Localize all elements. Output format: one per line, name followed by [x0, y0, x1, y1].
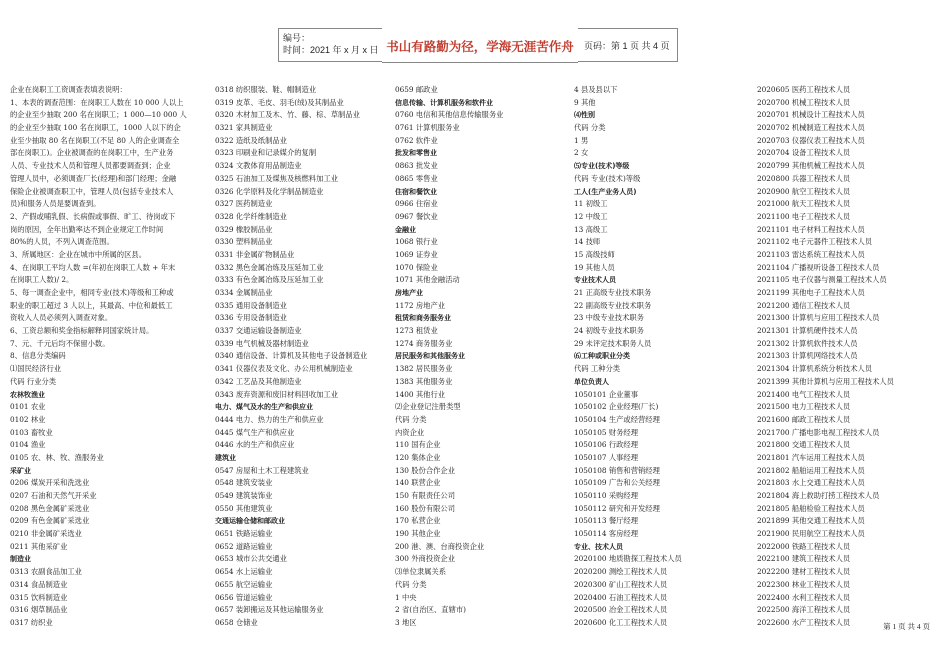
- text-line: 2021600 邮政工程技术人员: [757, 414, 851, 424]
- text-line: 0330 塑料制品业: [215, 237, 273, 247]
- text-line: 2 省(自治区、直辖市): [395, 605, 467, 615]
- section-heading: 专业、技术人员: [574, 542, 623, 551]
- text-line: 3、所属地区：企业在城市中所属的区县。: [10, 249, 146, 259]
- text-line: 1050101 企业董事: [574, 389, 639, 399]
- section-heading: 电力、煤气及水的生产和供应业: [215, 403, 313, 412]
- text-line: 2022500 海洋工程技术人员: [757, 605, 851, 615]
- text-line: 1274 商务服务业: [395, 338, 453, 348]
- text-line: 2021104 广播视听设备工程技术人员: [757, 262, 880, 272]
- text-line: 2021805 船舶检验工程技术人员: [757, 503, 865, 513]
- text-line: 0547 房屋和土木工程建筑业: [215, 465, 309, 475]
- text-line: 0340 通信设备、计算机及其他电子设备制造业: [215, 351, 368, 361]
- text-line: 1050114 客房经理: [574, 529, 639, 539]
- text-line: 0865 零售业: [395, 173, 438, 183]
- text-line: 140 联营企业: [395, 478, 441, 488]
- text-line: 0103 畜牧业: [10, 427, 53, 437]
- text-line: 0658 仓储业: [215, 617, 258, 627]
- text-line: 2020400 石油工程技术人员: [574, 592, 668, 602]
- text-line: 业至少抽取 80 名在岗职工(不足 80 人的企业调查全: [10, 135, 180, 145]
- text-line: 代码 专业(技术)等级: [574, 173, 641, 183]
- text-line: 2020600 化工工程技术人员: [574, 617, 668, 627]
- text-line: 代码 分类: [395, 414, 427, 424]
- text-line: 0966 住宿业: [395, 199, 438, 209]
- text-line: 2022100 建筑工程技术人员: [757, 554, 851, 564]
- text-line: 0760 电信和其他信息传输服务业: [395, 110, 504, 120]
- text-line: 0329 橡胶制品业: [215, 224, 273, 234]
- text-column-1: [10, 84, 187, 630]
- text-line: 1050107 人事经理: [574, 452, 639, 462]
- text-line: 0651 铁路运输业: [215, 529, 273, 539]
- text-line: 14 技师: [574, 237, 601, 247]
- text-line: 2021303 计算机网络技术人员: [757, 351, 858, 361]
- text-line: 150 有限责任公司: [395, 491, 456, 500]
- text-line: 管理人员中，必须调查厂长(经理)和部门经理；金融: [10, 173, 177, 183]
- text-line: 6、工资总额和奖金指标解释同国家统计局。: [10, 326, 154, 336]
- text-line: 0339 电气机械及器材制造业: [215, 338, 309, 348]
- text-line: 0331 非金属矿物制品业: [215, 249, 295, 259]
- text-line: 0549 建筑装饰业: [215, 491, 273, 500]
- text-line: 1050104 生产或经营经理: [574, 414, 660, 424]
- text-line: 0761 计算机服务业: [395, 123, 460, 133]
- text-line: 0321 家具制造业: [215, 123, 273, 133]
- text-line: 2021101 电子材料工程技术人员: [757, 224, 865, 234]
- text-line: 2021700 广播电影电视工程技术人员: [757, 427, 880, 437]
- text-line: 0208 黑色金属矿采选业: [10, 503, 90, 513]
- text-line: 代码 行业分类: [10, 376, 57, 386]
- text-line: 2020900 航空工程技术人员: [757, 186, 851, 196]
- text-line: 0967 餐饮业: [395, 211, 438, 221]
- text-line: 0655 航空运输业: [215, 579, 273, 589]
- text-line: 2021105 电子仪器与测量工程技术人员: [757, 275, 887, 285]
- text-line: 0316 烟草制品业: [10, 605, 68, 615]
- section-heading: 信息传输、计算机服务和软件业: [395, 98, 493, 107]
- text-line: 130 股份合作企业: [395, 465, 456, 475]
- text-line: 0659 邮政业: [395, 85, 438, 94]
- section-heading: ⑹工种或职业分类: [574, 352, 630, 361]
- text-line: 23 中级专业技术职务: [574, 313, 644, 323]
- text-line: 1050108 销售和营销经理: [574, 465, 660, 475]
- text-line: 2020300 矿山工程技术人员: [574, 579, 668, 589]
- text-line: 5、每一调查企业中，相同专业(技术)等级和工种或: [10, 288, 174, 297]
- text-line: 1 中央: [395, 592, 417, 602]
- text-line: 2021102 电子元器件工程技术人员: [757, 237, 873, 247]
- section-heading: 专业技术人员: [574, 276, 616, 285]
- text-line: 0324 文教体育用品制造业: [215, 161, 302, 171]
- text-line: 0343 废弃资源和废旧材料回收加工业: [215, 389, 339, 399]
- text-line: 12 中级工: [574, 211, 608, 221]
- text-line: 2020799 其他机械工程技术人员: [757, 161, 865, 171]
- text-line: 1050109 广告和公关经理: [574, 478, 660, 488]
- text-line: 0315 饮料制造业: [10, 592, 68, 602]
- text-line: 110 国有企业: [395, 440, 441, 450]
- text-line: 2020704 设备工程技术人员: [757, 148, 851, 158]
- text-line: 2021100 电子工程技术人员: [757, 211, 851, 221]
- text-line: 0333 有色金属冶炼及压延加工业: [215, 275, 324, 285]
- text-line: 2021400 电气工程技术人员: [757, 389, 851, 399]
- text-line: ⑴国民经济行业: [10, 364, 62, 374]
- text-line: 0325 石油加工及煤焦及核燃料加工业: [215, 173, 339, 183]
- text-line: 1400 其他行业: [395, 389, 446, 399]
- text-line: 11 初级工: [574, 199, 608, 209]
- text-line: 1050110 采购经理: [574, 491, 639, 500]
- text-line: 2021399 其他计算机与应用工程技术人员: [757, 376, 894, 386]
- text-line: 代码 分类: [574, 123, 606, 133]
- text-line: 0548 建筑安装业: [215, 478, 273, 488]
- text-line: 2021802 船舶运用工程技术人员: [757, 465, 865, 475]
- text-line: 0314 食品制造业: [10, 579, 68, 589]
- text-line: 资收入人员必须列入调查对象。: [10, 313, 113, 323]
- text-line: 2022600 水产工程技术人员: [757, 617, 851, 627]
- text-line: 0550 其他建筑业: [215, 503, 273, 513]
- text-line: 2021304 计算机系统分析技术人员: [757, 364, 873, 374]
- text-line: 0657 装卸搬运及其他运输服务业: [215, 605, 324, 615]
- text-line: 170 私营企业: [395, 516, 441, 526]
- text-line: 0211 其他采矿业: [10, 541, 68, 551]
- text-line: 保险企业被调查职工中，管理人员(包括专业技术人: [10, 186, 174, 196]
- text-line: 300 外商投资企业: [395, 554, 456, 564]
- text-line: 2020200 测绘工程技术人员: [574, 567, 668, 577]
- text-line: 0327 医药制造业: [215, 199, 273, 209]
- section-heading: 农林牧渔业: [10, 390, 45, 399]
- text-line: 2021899 其他交通工程技术人员: [757, 516, 865, 526]
- text-line: 1070 保险业: [395, 262, 438, 272]
- section-heading: 住宿和餐饮业: [395, 187, 437, 196]
- text-line: 1050106 行政经理: [574, 440, 639, 450]
- section-heading: 租赁和商务服务业: [395, 314, 451, 323]
- text-line: 0319 皮革、毛皮、羽毛(绒)及其制品业: [215, 97, 344, 107]
- text-line: 1050105 财务经理: [574, 427, 639, 437]
- footer-page-number: 第 1 页 共 4 页: [883, 622, 930, 631]
- text-line: 9 其他: [574, 97, 596, 107]
- page-header: [278, 28, 678, 62]
- text-line: 0341 仪器仪表及文化、办公用机械制造业: [215, 364, 353, 374]
- text-line: 22 副高级专业技术职务: [574, 300, 652, 310]
- text-line: 2020702 机械制造工程技术人员: [757, 123, 865, 133]
- text-line: 0210 非金属矿采选业: [10, 529, 82, 539]
- section-heading: 单位负责人: [574, 377, 609, 386]
- text-line: 代码 工种分类: [574, 364, 621, 374]
- text-line: 0326 化学原料及化学制品制造业: [215, 186, 324, 196]
- text-line: 0654 水上运输业: [215, 567, 273, 577]
- section-heading: 交通运输仓储和邮政业: [215, 517, 285, 526]
- text-line: 13 高级工: [574, 224, 608, 234]
- text-line: 0332 黑色金属冶炼及压延加工业: [215, 262, 324, 272]
- text-line: 0863 批发业: [395, 161, 438, 171]
- text-line: 2022300 林业工程技术人员: [757, 579, 851, 589]
- text-line: 1050113 餐厅经理: [574, 516, 639, 526]
- text-line: 2020703 仪器仪表工程技术人员: [757, 135, 865, 145]
- text-line: 0317 纺织业: [10, 617, 53, 627]
- text-line: 0445 煤气生产和供应业: [215, 427, 295, 437]
- text-line: 企业在岗职工工资调查表填表说明：: [10, 85, 127, 94]
- text-line: 2021804 海上救助打捞工程技术人员: [757, 491, 880, 500]
- text-line: 15 高级技师: [574, 249, 615, 259]
- section-heading: 金融业: [395, 225, 416, 234]
- text-line: 2021103 雷达系统工程技术人员: [757, 249, 865, 259]
- text-line: 0335 通用设备制造业: [215, 300, 287, 310]
- text-line: 0320 木材加工及木、竹、藤、棕、草制品业: [215, 110, 360, 120]
- text-line: 2020500 冶金工程技术人员: [574, 605, 668, 615]
- text-line: 的企业至少抽取 200 名在岗职工；1 000—10 000 人: [10, 110, 187, 120]
- text-line: 2021801 汽车运用工程技术人员: [757, 452, 865, 462]
- text-line: 0446 水的生产和供应业: [215, 440, 295, 450]
- text-line: 1050102 企业经理(厂长): [574, 402, 659, 412]
- text-line: 1050112 研究和开发经理: [574, 503, 660, 513]
- text-line: 0207 石油和天然气开采业: [10, 491, 97, 500]
- text-line: 2020800 兵器工程技术人员: [757, 173, 851, 183]
- text-line: 0652 道路运输业: [215, 541, 273, 551]
- text-line: 职业的职工超过 3 人以上，其最高、中位和最低工: [10, 300, 173, 310]
- text-line: 0102 林业: [10, 414, 46, 424]
- text-line: 4、在岗职工平均人数 =(年初在岗职工人数 + 年末: [10, 262, 176, 272]
- section-heading: 房地产业: [395, 289, 423, 297]
- text-line: 员)和服务人员是要调查到。: [10, 199, 101, 209]
- section-heading: 工人(生产业务人员): [574, 187, 637, 196]
- text-line: 19 其他人员: [574, 262, 615, 272]
- text-line: 2022000 铁路工程技术人员: [757, 541, 851, 551]
- text-line: 1069 证券业: [395, 249, 438, 259]
- text-line: 2020701 机械设计工程技术人员: [757, 110, 865, 120]
- text-line: 7、元、千元后均不保留小数。: [10, 338, 110, 348]
- section-heading: 制造业: [10, 555, 31, 564]
- text-line: 21 正高级专业技术职务: [574, 288, 652, 297]
- text-line: 8、信息分类编码: [10, 351, 66, 361]
- section-heading: 建筑业: [215, 453, 236, 462]
- text-line: 3 地区: [395, 617, 417, 627]
- text-line: 80%的人员，不列入调查范围。: [10, 237, 114, 247]
- text-column-3: [395, 84, 503, 630]
- text-line: 1172 房地产业: [395, 300, 446, 310]
- text-line: 2020605 医药工程技术人员: [757, 85, 851, 94]
- section-heading: 采矿业: [10, 466, 31, 475]
- text-line: 0318 纺织服装、鞋、帽制造业: [215, 85, 317, 94]
- text-line: 0762 软件业: [395, 135, 438, 145]
- text-line: 190 其他企业: [395, 529, 441, 539]
- text-line: 0444 电力、热力的生产和供应业: [215, 414, 324, 424]
- text-line: 2020700 机械工程技术人员: [757, 97, 851, 107]
- text-line: 2 女: [574, 148, 589, 158]
- text-line: 代码 分类: [395, 579, 427, 589]
- document-date-label: 时间：2021 年 x 月 x 日: [283, 45, 379, 55]
- section-heading: 居民服务和其他服务业: [395, 352, 465, 361]
- text-line: 2021301 计算机硬件技术人员: [757, 326, 858, 336]
- text-line: 0209 有色金属矿采选业: [10, 516, 90, 526]
- text-column-4: [574, 84, 682, 630]
- text-line: 120 集体企业: [395, 452, 441, 462]
- document-number-label: 编号：: [283, 33, 311, 43]
- header-info-box: [278, 28, 382, 62]
- text-line: 0337 交通运输设备制造业: [215, 326, 302, 336]
- text-line: 1 男: [574, 135, 589, 145]
- text-line: 2021300 计算机与应用工程技术人员: [757, 313, 880, 323]
- text-line: 0328 化学纤维制造业: [215, 211, 287, 221]
- text-line: 2、产假或哺乳假、长病假或事假、旷工、待岗或下: [10, 211, 176, 221]
- text-line: 2021302 计算机软件技术人员: [757, 338, 858, 348]
- text-line: 2021500 电力工程技术人员: [757, 402, 851, 412]
- section-heading: 批发和零售业: [395, 149, 437, 158]
- text-line: 0322 造纸及纸制品业: [215, 135, 287, 145]
- text-line: 0336 专用设备制造业: [215, 313, 287, 323]
- text-line: 2021199 其他电子工程技术人员: [757, 288, 865, 297]
- text-line: 0206 煤炭开采和洗选业: [10, 478, 90, 488]
- text-line: 2021000 航天工程技术人员: [757, 199, 851, 209]
- section-heading: ⑸专业(技术)等级: [574, 162, 630, 171]
- text-line: 内资企业: [395, 427, 425, 437]
- text-line: 0656 管道运输业: [215, 592, 273, 602]
- text-line: 24 初级专业技术职务: [574, 326, 644, 336]
- text-line: ⑶单位隶属关系: [395, 567, 447, 577]
- text-line: 1273 租赁业: [395, 326, 438, 336]
- text-line: 人员、专业技术人员和管理人员都要调查到；企业: [10, 161, 171, 171]
- text-line: 1071 其他金融活动: [395, 275, 460, 285]
- text-line: 1、本表的调查范围：在岗职工人数在 10 000 人以上: [10, 97, 184, 107]
- text-line: 2021900 民用航空工程技术人员: [757, 529, 865, 539]
- text-line: 岗的原因，全年出勤率达不到企业规定工作时间: [10, 224, 164, 234]
- text-line: 0334 金属制品业: [215, 288, 273, 297]
- text-line: 0101 农业: [10, 402, 46, 412]
- text-line: 0653 城市公共交通业: [215, 554, 287, 564]
- text-line: 0323 印刷业和记录媒介的复制: [215, 148, 317, 158]
- text-line: 的企业至少抽取 100 名在岗职工，1000 人以下的企: [10, 123, 181, 133]
- text-line: 0342 工艺品及其他制造业: [215, 376, 302, 386]
- text-line: 在岗职工人数)/ 2。: [10, 275, 74, 285]
- text-line: 2021803 水上交通工程技术人员: [757, 478, 865, 488]
- text-line: 29 未评定技术职务人员: [574, 338, 652, 348]
- header-motto: 书山有路勤为径，学海无涯苦作舟: [386, 40, 574, 54]
- text-line: 1382 居民服务业: [395, 364, 453, 374]
- text-line: 1383 其他服务业: [395, 376, 453, 386]
- header-page-number: 页码：第 1 页 共 4 页: [578, 28, 678, 62]
- text-line: 2021800 交通工程技术人员: [757, 440, 851, 450]
- text-line: 2022400 水利工程技术人员: [757, 592, 851, 602]
- text-line: 160 股份有限公司: [395, 503, 456, 513]
- text-column-5: [757, 84, 894, 630]
- text-line: ⑵企业登记注册类型: [395, 402, 461, 412]
- text-line: 1068 银行业: [395, 237, 438, 247]
- text-line: 2021200 通信工程技术人员: [757, 300, 851, 310]
- text-line: 部在岗职工)。企业被调查的在岗职工中，生产业务: [10, 148, 174, 158]
- section-heading: ⑷性别: [574, 111, 595, 120]
- text-line: 200 港、澳、台商投资企业: [395, 541, 485, 551]
- text-column-2: [215, 84, 367, 630]
- text-line: 0313 农副食品加工业: [10, 567, 82, 577]
- text-line: 4 县及县以下: [574, 85, 618, 94]
- text-line: 2022200 建材工程技术人员: [757, 567, 851, 577]
- text-line: 0104 渔业: [10, 440, 46, 450]
- text-line: 2020100 地质勘探工程技术人员: [574, 554, 682, 564]
- text-line: 0105 农、林、牧、渔服务业: [10, 452, 104, 462]
